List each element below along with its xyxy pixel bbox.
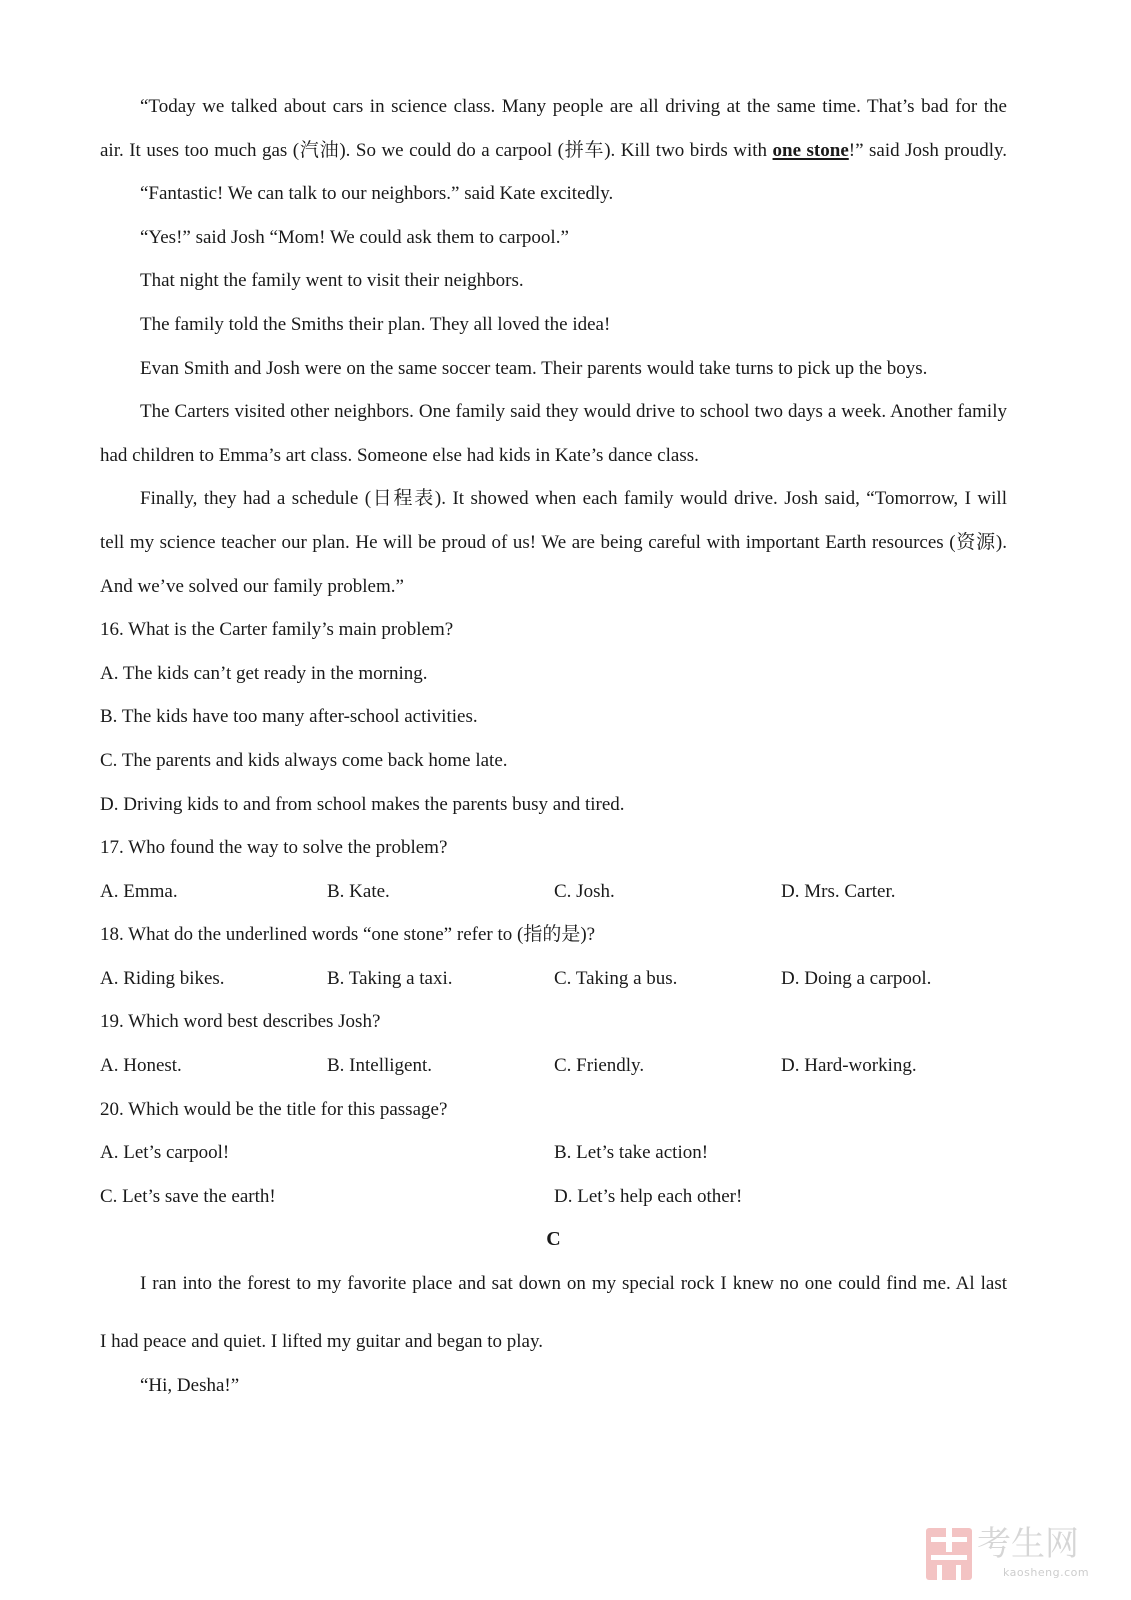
passage-line: “Hi, Desha!” <box>140 1374 240 1396</box>
question-option: C. Josh. <box>554 880 615 902</box>
question-stem-18: 18. What do the underlined words “one stone” refer to (指的是)? <box>100 924 596 946</box>
options-row <box>100 870 1007 914</box>
page-content <box>0 85 1131 1407</box>
passage-line: That night the family went to visit their neighbors. <box>140 270 524 292</box>
passage-line: “Today we talked about cars in science class. Many people are all driving at the same time. That’s bad for the <box>140 96 1007 117</box>
passage-line: I had peace and quiet. I lifted my guitar and began to play. <box>100 1331 543 1353</box>
passage-text: !” said Josh proudly. <box>848 139 1008 161</box>
passage-line <box>100 129 1007 173</box>
options-row <box>100 957 1007 1001</box>
passage-line: And we’ve solved our family problem.” <box>100 575 404 597</box>
watermark-url: kaosheng.com <box>1003 1566 1090 1579</box>
question-option: D. Hard-working. <box>781 1055 917 1077</box>
question-option: A. Emma. <box>100 880 178 902</box>
question-option: B. Intelligent. <box>327 1055 433 1077</box>
underlined-phrase: one stone <box>772 139 849 161</box>
passage-line: The Carters visited other neighbors. One family said they would drive to school two days a week. Another family <box>140 401 1007 423</box>
question-option: C. Taking a bus. <box>554 967 678 989</box>
question-option: D. Mrs. Carter. <box>781 880 896 902</box>
question-stem-17: 17. Who found the way to solve the problem? <box>100 837 448 859</box>
question-option: D. Doing a carpool. <box>781 967 932 989</box>
passage-line: The family told the Smiths their plan. They all loved the idea! <box>140 313 611 335</box>
passage-line: had children to Emma’s art class. Someone else had kids in Kate’s dance class. <box>100 444 699 466</box>
question-stem-19: 19. Which word best describes Josh? <box>100 1011 381 1033</box>
passage-line: tell my science teacher our plan. He will be proud of us! We are being careful with important Earth resources (资源). <box>100 531 1007 553</box>
question-stem-20: 20. Which would be the title for this passage? <box>100 1098 448 1120</box>
question-option: C. The parents and kids always come back home late. <box>100 749 508 771</box>
watermark-logo-icon <box>926 1528 972 1580</box>
question-option: D. Let’s help each other! <box>554 1185 743 1207</box>
options-row <box>100 1131 1007 1175</box>
options-row <box>100 1175 1007 1219</box>
question-option: D. Driving kids to and from school makes the parents busy and tired. <box>100 793 625 815</box>
question-option: A. The kids can’t get ready in the morning. <box>100 662 428 684</box>
passage-line: I ran into the forest to my favorite place and sat down on my special rock I knew no one could find me. Al last <box>140 1273 1007 1295</box>
question-option: C. Friendly. <box>554 1055 645 1077</box>
question-stem-16: 16. What is the Carter family’s main problem? <box>100 619 454 641</box>
question-option: A. Let’s carpool! <box>100 1142 230 1164</box>
passage-line: “Yes!” said Josh “Mom! We could ask them to carpool.” <box>140 226 569 248</box>
question-option: B. Kate. <box>327 880 390 902</box>
watermark-logo-text: 考生网 <box>977 1524 1079 1564</box>
passage-line: “Fantastic! We can talk to our neighbors.” said Kate excitedly. <box>140 183 614 205</box>
passage-text: air. It uses too much gas (汽油). So we could do a carpool (拼车). Kill two birds with <box>100 139 773 161</box>
passage-line: Finally, they had a schedule (日程表). It showed when each family would drive. Josh said, “Tomorrow, I will <box>140 488 1007 510</box>
options-row <box>100 1044 1007 1088</box>
question-option: C. Let’s save the earth! <box>100 1185 276 1207</box>
question-option: A. Honest. <box>100 1055 182 1077</box>
question-option: B. Taking a taxi. <box>327 967 453 989</box>
question-option: B. Let’s take action! <box>554 1142 709 1164</box>
passage-line: Evan Smith and Josh were on the same soccer team. Their parents would take turns to pick up the boys. <box>140 357 928 379</box>
question-option: A. Riding bikes. <box>100 967 225 989</box>
section-heading: C <box>546 1228 561 1251</box>
question-option: B. The kids have too many after-school activities. <box>100 706 478 728</box>
